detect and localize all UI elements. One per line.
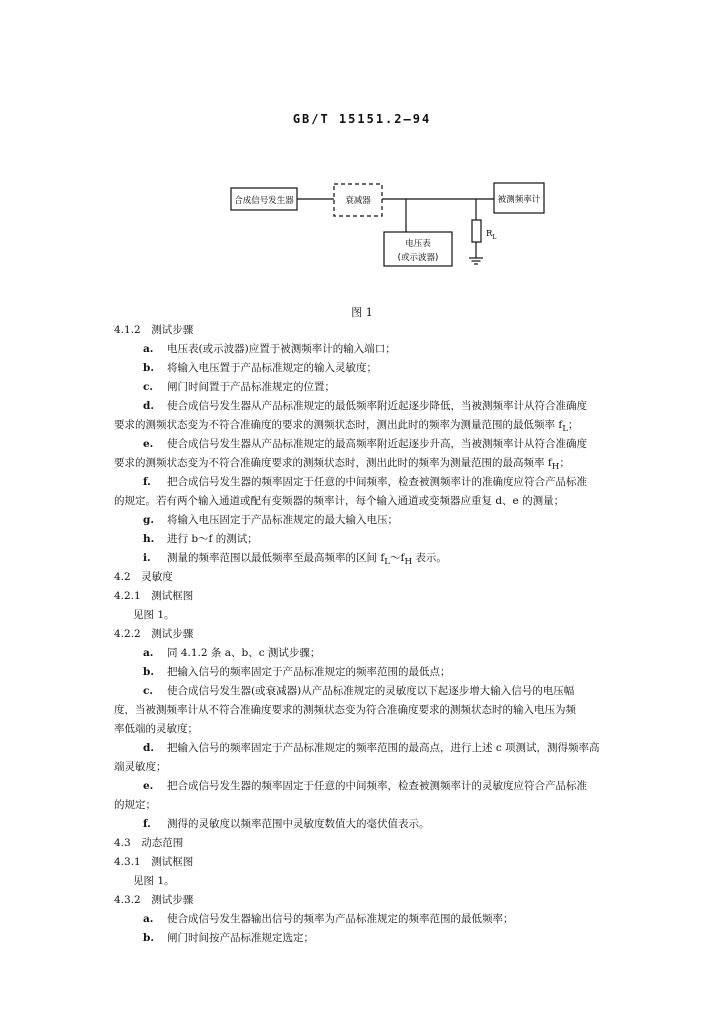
list-item: e. 使合成信号发生器从产品标准规定的最高频率附近起逐步升高，当被测频率计从符合准确度 bbox=[143, 438, 587, 450]
voltmeter-label-2: (或示波器) bbox=[397, 253, 439, 263]
load-resistor bbox=[472, 220, 481, 242]
paragraph-line: 度，当被测频率计从不符合准确度要求的测频状态变为符合准确度要求的测频状态时的输入电压为频 bbox=[114, 704, 576, 716]
paragraph-line: 端灵敏度； bbox=[114, 761, 167, 773]
list-item: a. 同 4.1.2 条 a、b、c 测试步骤； bbox=[143, 647, 321, 659]
list-item: a. 电压表(或示波器)应置于被测频率计的输入端口； bbox=[143, 343, 396, 355]
paragraph-line: 要求的测频状态变为不符合准确度的要求的测频状态时，测出此时的频率为测量范围的最低频率 $f_L$； bbox=[114, 419, 579, 435]
section-heading: 4.3.1 测试框图 bbox=[114, 856, 194, 868]
section-heading: 4.3 动态范围 bbox=[114, 837, 184, 849]
list-item: b. 将输入电压置于产品标准规定的输入灵敏度； bbox=[143, 362, 377, 374]
list-item: b. 闸门时间按产品标准规定选定； bbox=[143, 932, 314, 944]
list-item: c. 闸门时间置于产品标准规定的位置； bbox=[143, 381, 335, 393]
list-item: e. 把合成信号发生器的频率固定于任意的中间频率，检查被测频率计的灵敏度应符合产品标准 bbox=[143, 780, 587, 792]
counter-label: 被测频率计 bbox=[497, 195, 541, 205]
paragraph-line: 见图 1。 bbox=[133, 875, 175, 887]
voltmeter-label-1: 电压表 bbox=[405, 239, 431, 249]
section-heading: 4.3.2 测试步骤 bbox=[114, 894, 194, 906]
paragraph-line: 要求的测频状态变为不符合准确度要求的测频状态时，测出此时的频率为测量范围的最高频率 $f_H$； bbox=[114, 457, 570, 473]
paragraph-line: 的规定； bbox=[114, 799, 156, 811]
standard-number-header: GB/T 15151.2—94 bbox=[292, 112, 432, 126]
section-heading: 4.2 灵敏度 bbox=[114, 571, 173, 583]
list-item: b. 把输入信号的频率固定于产品标准规定的频率范围的最低点； bbox=[143, 666, 451, 678]
generator-label: 合成信号发生器 bbox=[234, 196, 294, 206]
section-heading: 4.1.2 测试步骤 bbox=[114, 324, 194, 336]
list-item: d. 把输入信号的频率固定于产品标准规定的频率范围的最高点，进行上述 c 项测试，测得频率高 bbox=[143, 742, 600, 754]
section-heading: 4.2.1 测试框图 bbox=[114, 590, 194, 602]
paragraph-line: 见图 1。 bbox=[133, 609, 175, 621]
list-item: a. 使合成信号发生器输出信号的频率为产品标准规定的频率范围的最低频率； bbox=[143, 913, 514, 925]
list-item: i. 测量的频率范围以最低频率至最高频率的区间 $f_L\sim f_H$ 表示。 bbox=[143, 552, 447, 568]
test-block-diagram bbox=[0, 170, 724, 290]
list-item: f. 测得的灵敏度以频率范围中灵敏度数值大的毫伏值表示。 bbox=[143, 818, 430, 830]
list-item: f. 把合成信号发生器的频率固定于任意的中间频率，检查被测频率计的准确度应符合产品标准 bbox=[143, 476, 587, 488]
paragraph-line: 率低端的灵敏度； bbox=[114, 723, 198, 735]
resistor-label: $R_L$ bbox=[486, 229, 497, 241]
attenuator-label: 衰减器 bbox=[345, 196, 371, 206]
ground-icon bbox=[469, 258, 483, 264]
figure-caption: 图 1 bbox=[351, 306, 373, 319]
list-item: h. 进行 b～f 的测试； bbox=[143, 533, 258, 545]
list-item: g. 将输入电压固定于产品标准规定的最大输入电压； bbox=[143, 514, 398, 526]
section-heading: 4.2.2 测试步骤 bbox=[114, 628, 194, 640]
list-item: c. 使合成信号发生器(或衰减器)从产品标准规定的灵敏度以下起逐步增大输入信号的电压幅 bbox=[143, 685, 575, 697]
paragraph-line: 的规定。若有两个输入通道或配有变频器的频率计，每个输入通道或变频器应重复 d、e 的测量； bbox=[114, 495, 565, 507]
list-item: d. 使合成信号发生器从产品标准规定的最低频率附近起逐步降低，当被测频率计从符合准确度 bbox=[143, 400, 587, 412]
